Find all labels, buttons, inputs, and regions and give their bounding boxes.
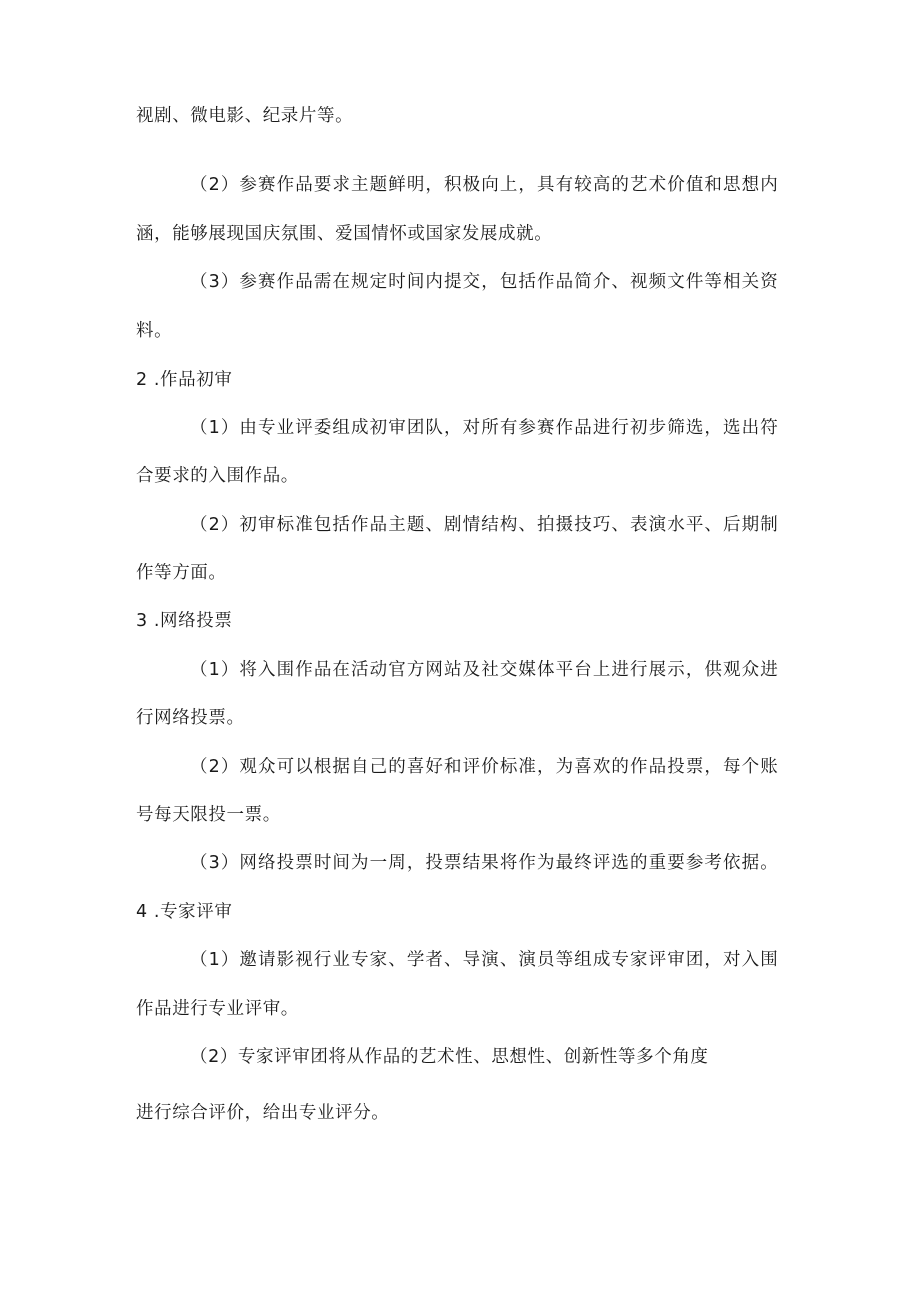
paragraph-line: （2）专家评审团将从作品的艺术性、思想性、创新性等多个角度 [190, 1047, 709, 1067]
paragraph-line: （3）网络投票时间为一周，投票结果将作为最终评选的重要参考依据。 [190, 853, 779, 873]
paragraph-line: 合要求的入围作品。 [136, 466, 299, 486]
paragraph-line: 视剧、微电影、纪录片等。 [136, 106, 354, 126]
paragraph-line: （3）参赛作品需在规定时间内提交，包括作品简介、视频文件等相关资 [190, 272, 779, 292]
paragraph-line: （2）参赛作品要求主题鲜明，积极向上，具有较高的艺术价值和思想内 [190, 175, 779, 195]
paragraph-line: 进行综合评价，给出专业评分。 [136, 1103, 390, 1123]
paragraph-line: 涵，能够展现国庆氛围、爱国情怀或国家发展成就。 [136, 224, 553, 244]
paragraph-line: （2）观众可以根据自己的喜好和评价标准，为喜欢的作品投票，每个账 [190, 757, 779, 777]
section-heading: 2 .作品初审 [136, 370, 233, 390]
paragraph-line: 作等方面。 [136, 563, 227, 583]
section-heading: 3 .网络投票 [136, 611, 233, 631]
paragraph-line: 行网络投票。 [136, 708, 245, 728]
section-heading: 4 .专家评审 [136, 902, 233, 922]
paragraph-line: （1）由专业评委组成初审团队，对所有参赛作品进行初步筛选，选出符 [190, 418, 779, 438]
paragraph-line: 料。 [136, 321, 173, 341]
paragraph-line: 作品进行专业评审。 [136, 999, 299, 1019]
paragraph-line: （2）初审标准包括作品主题、剧情结构、拍摄技巧、表演水平、后期制 [190, 515, 779, 535]
paragraph-line: （1）将入围作品在活动官方网站及社交媒体平台上进行展示，供观众进 [190, 660, 779, 680]
paragraph-line: （1）邀请影视行业专家、学者、导演、演员等组成专家评审团，对入围 [190, 950, 779, 970]
paragraph-line: 号每天限投一票。 [136, 805, 281, 825]
